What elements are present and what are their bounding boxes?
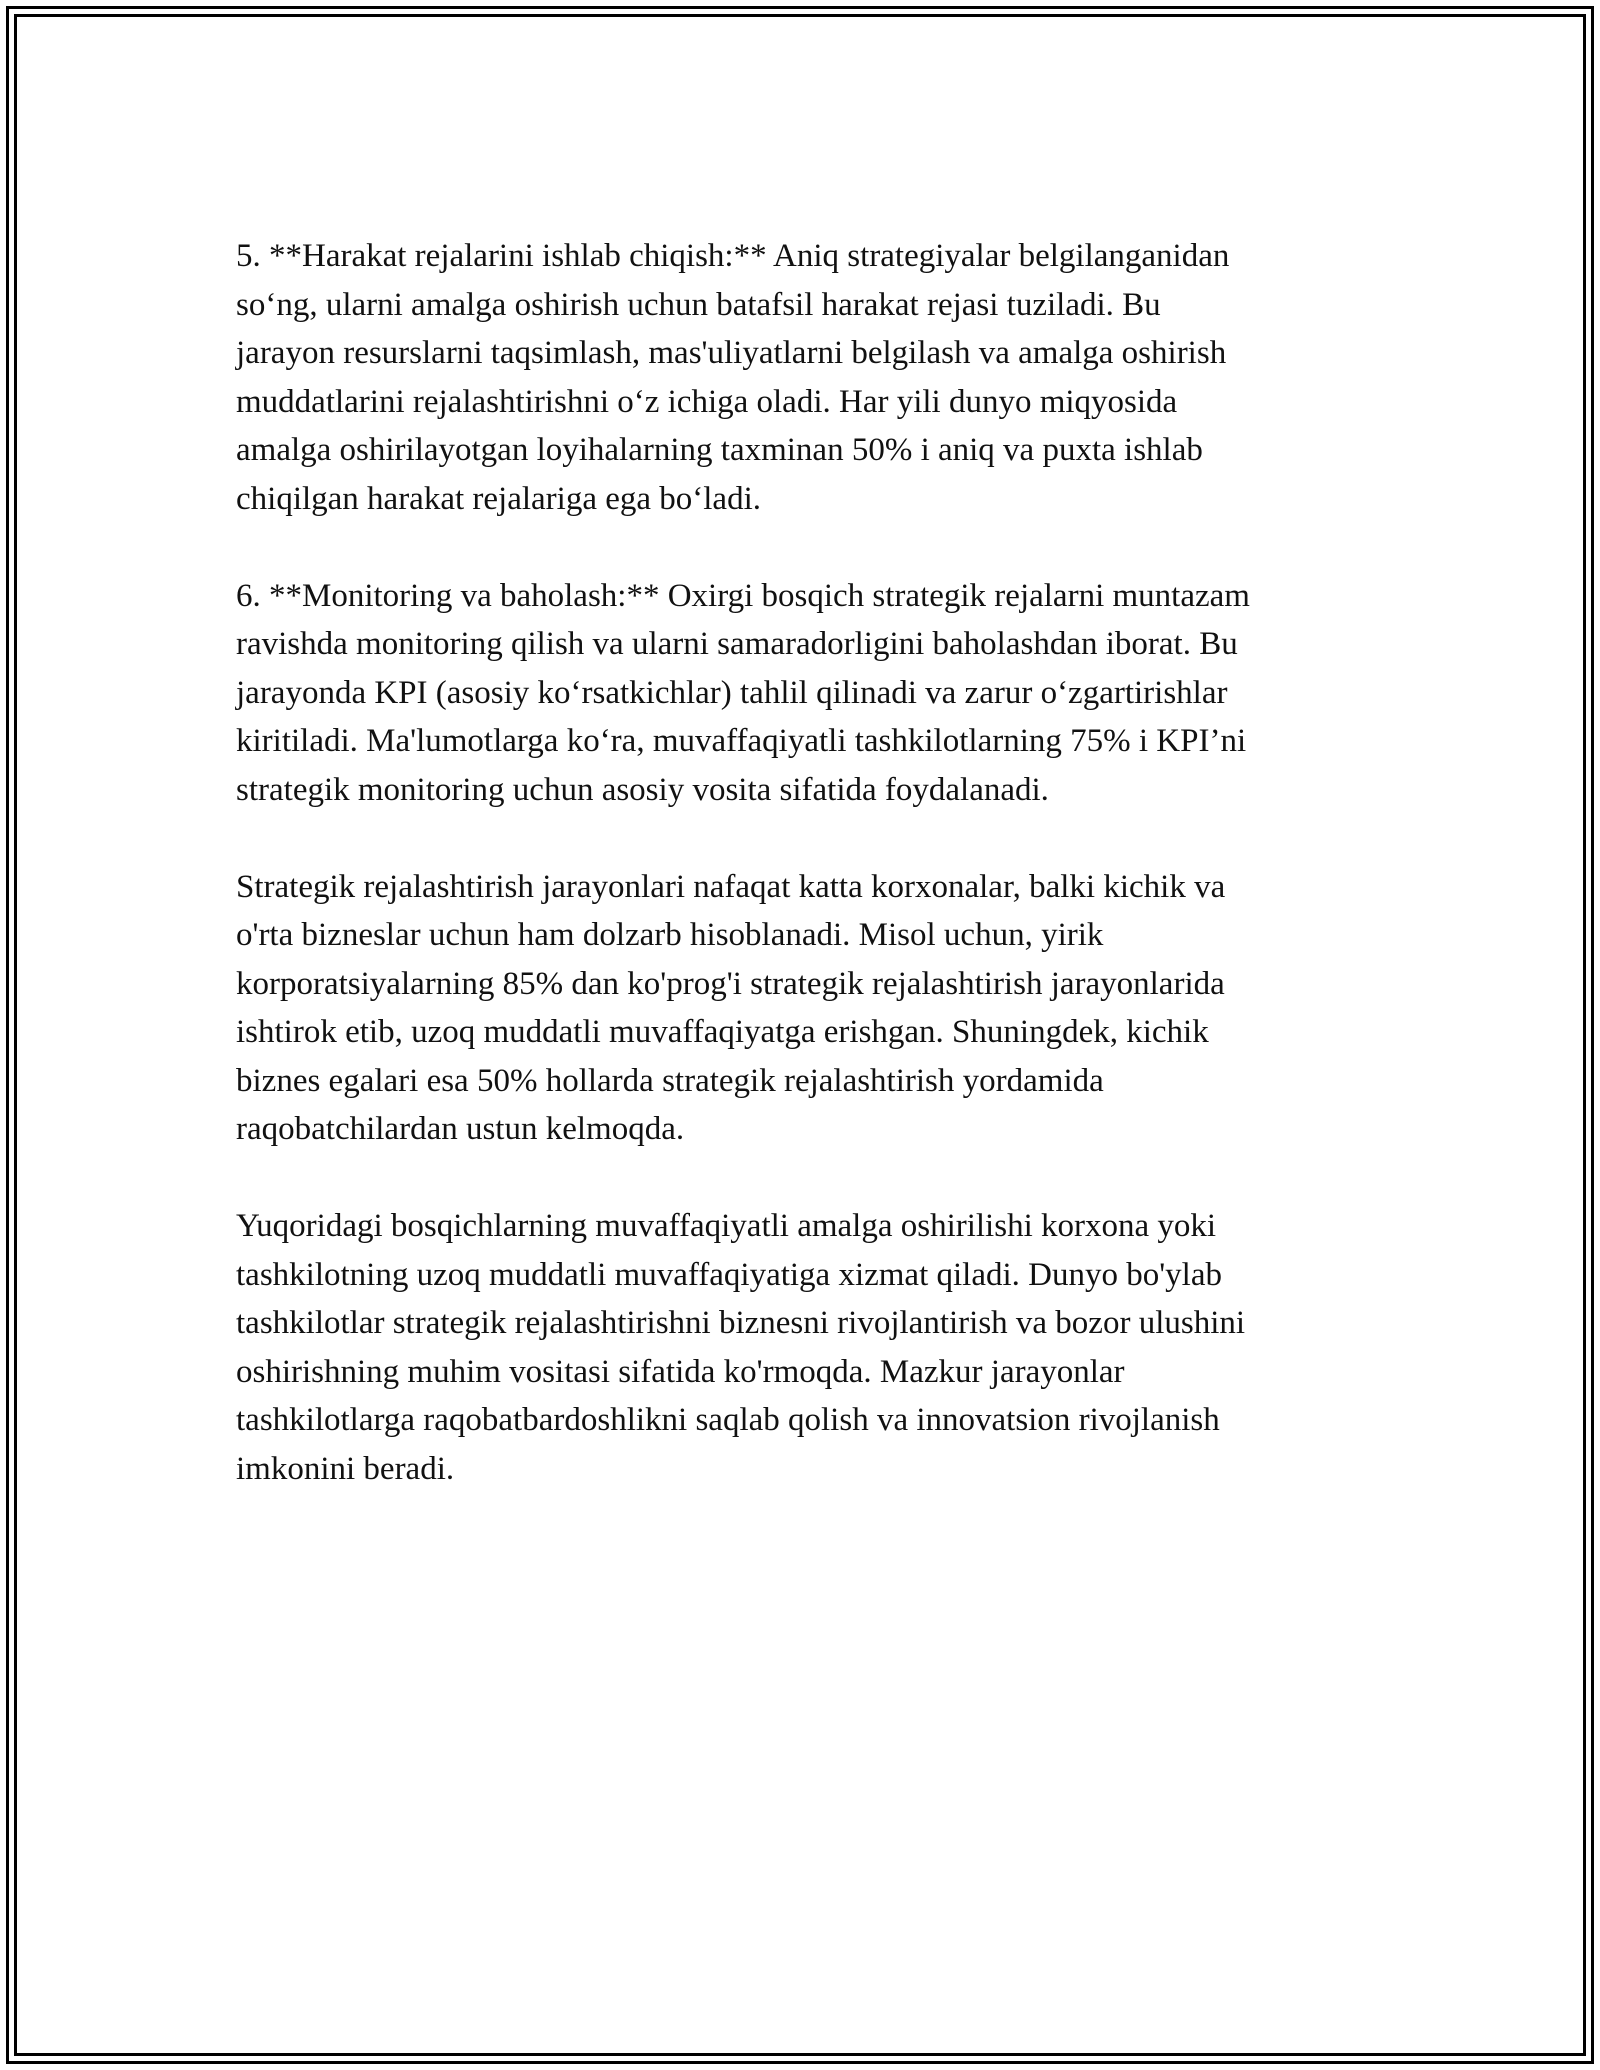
document-body (236, 232, 1376, 1542)
paragraph-action-plans: 5. **Harakat rejalarini ishlab chiqish:** Aniq strategiyalar belgilanganidan so‘ng, ularni amalga oshirish uchun batafsil harakat rejasi tuziladi. Bu jarayon resurslarni taqsimlash, mas'uliyatlarni belgilash va amalga oshirish muddatlarini rejalashtirishni o‘z ichiga oladi. Har yili dunyo miqyosida amalga oshirilayotgan loyihalarning taxminan 50% i aniq va puxta ishlab chiqilgan harakat rejalariga ega bo‘ladi. (236, 238, 1230, 517)
paragraph-business-relevance: Strategik rejalashtirish jarayonlari nafaqat katta korxonalar, balki kichik va o'rta bizneslar uchun ham dolzarb hisoblanadi. Misol uchun, yirik korporatsiyalarning 85% dan ko'prog'i strategik rejalashtirish jarayonlarida ishtirok etib, uzoq muddatli muvaffaqiyatga erishgan. Shuningdek, kichik biznes egalari esa 50% hollarda strategik rejalashtirish yordamida raqobatchilardan ustun kelmoqda. (236, 868, 1226, 1147)
paragraph-monitoring: 6. **Monitoring va baholash:** Oxirgi bosqich strategik rejalarni muntazam ravishda monitoring qilish va ularni samaradorligini baholashdan iborat. Bu jarayonda KPI (asosiy ko‘rsatkichlar) tahlil qilinadi va zarur o‘zgartirishlar kiritiladi. Ma'lumotlarga ko‘ra, muvaffaqiyatli tashkilotlarning 75% i KPI’ni strategik monitoring uchun asosiy vosita sifatida foydalanadi. (236, 577, 1250, 808)
paragraph-conclusion: Yuqoridagi bosqichlarning muvaffaqiyatli amalga oshirilishi korxona yoki tashkilotning uzoq muddatli muvaffaqiyatiga xizmat qiladi. Dunyo bo'ylab tashkilotlar strategik rejalashtirishni biznesni rivojlantirish va bozor ulushini oshirishning muhim vositasi sifatida ko'rmoqda. Mazkur jarayonlar tashkilotlarga raqobatbardoshlikni saqlab qolish va innovatsion rivojlanish imkonini beradi. (236, 1208, 1246, 1487)
